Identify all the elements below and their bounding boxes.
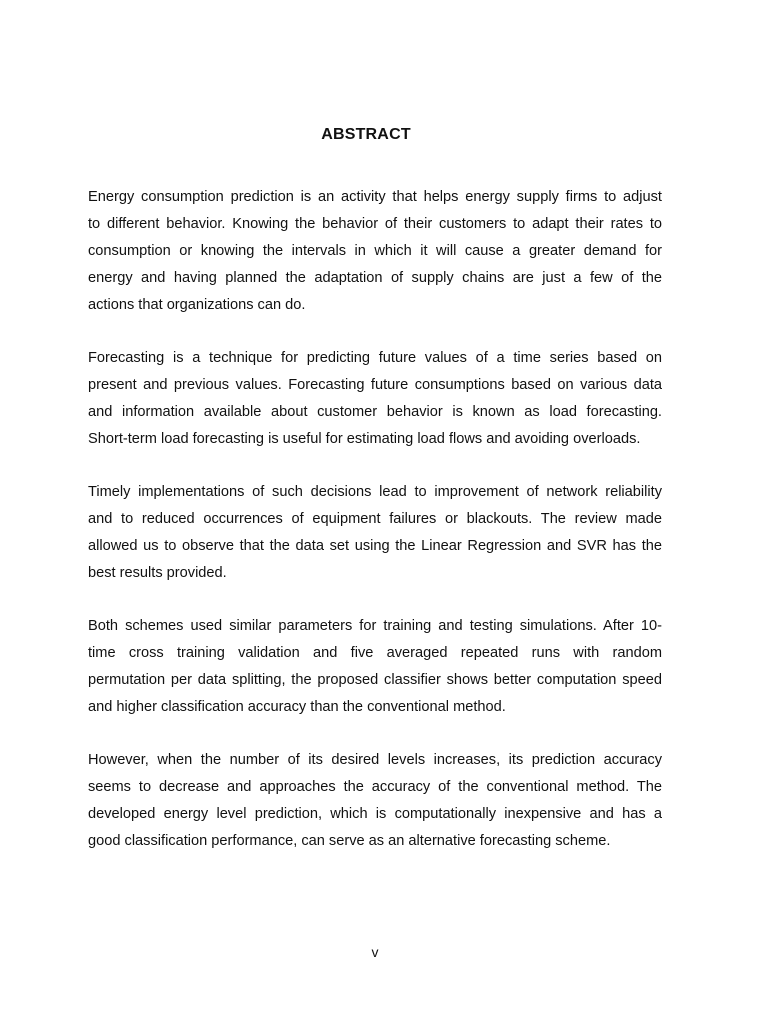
text-line: present and previous values. Forecasting future consumptions based on various data: [88, 377, 662, 393]
paragraph-1: [88, 184, 662, 319]
text-line: Both schemes used similar parameters for training and testing simulations. After 10-: [88, 618, 662, 634]
text-line: actions that organizations can do.: [88, 297, 306, 313]
text-line: seems to decrease and approaches the accuracy of the conventional method. The: [88, 779, 662, 795]
paragraph-4: [88, 613, 662, 721]
paragraph-5: [88, 747, 662, 855]
text-line: good classification performance, can serve as an alternative forecasting scheme.: [88, 833, 611, 849]
text-line: and to reduced occurrences of equipment failures or blackouts. The review made: [88, 511, 662, 527]
text-line: Forecasting is a technique for predicting future values of a time series based on: [88, 350, 662, 366]
text-line: best results provided.: [88, 565, 227, 581]
text-line: However, when the number of its desired levels increases, its prediction accuracy: [88, 752, 662, 768]
text-line: Short-term load forecasting is useful for estimating load flows and avoiding overloads.: [88, 431, 641, 447]
text-line: consumption or knowing the intervals in which it will cause a greater demand for: [88, 243, 662, 259]
abstract-body: [88, 184, 662, 881]
text-line: energy and having planned the adaptation of supply chains are just a few of the: [88, 270, 662, 286]
text-line: Timely implementations of such decisions lead to improvement of network reliability: [88, 484, 662, 500]
text-line: and higher classification accuracy than the conventional method.: [88, 699, 506, 715]
text-line: allowed us to observe that the data set using the Linear Regression and SVR has the: [88, 538, 662, 554]
paragraph-2: [88, 345, 662, 453]
text-line: to different behavior. Knowing the behavior of their customers to adapt their rates to: [88, 216, 662, 232]
text-line: Energy consumption prediction is an activity that helps energy supply firms to adjust: [88, 189, 662, 205]
paragraph-3: [88, 479, 662, 587]
text-line: permutation per data splitting, the proposed classifier shows better computation speed: [88, 672, 662, 688]
text-line: time cross training validation and five averaged repeated runs with random: [88, 645, 662, 661]
abstract-title: ABSTRACT: [321, 126, 411, 143]
text-line: developed energy level prediction, which is computationally inexpensive and has a: [88, 806, 662, 822]
page-number: v: [371, 944, 379, 960]
text-line: and information available about customer behavior is known as load forecasting.: [88, 404, 662, 420]
